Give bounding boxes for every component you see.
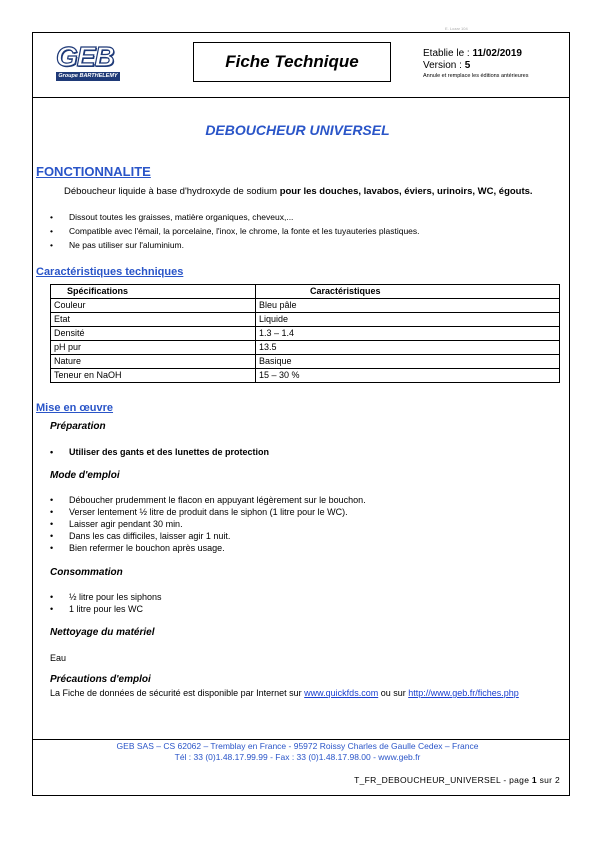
list-item: • Bien refermer le bouchon après usage. [50,542,560,554]
document-meta [423,48,528,80]
function-list [50,210,560,252]
section-heading-mise-en-oeuvre: Mise en œuvre [36,402,114,414]
table-cell: pH pur [51,341,256,355]
quickfds-link[interactable]: www.quickfds.com [304,688,379,698]
table-cell: 15 – 30 % [256,369,560,383]
list-item: • Compatible avec l'émail, la porcelaine, l'inox, le chrome, la fonte et les tuyauteries plastiques. [50,224,560,238]
list-item: • Verser lentement ½ litre de produit dans le siphon (1 litre pour le WC). [50,506,560,518]
table-cell: 13.5 [256,341,560,355]
subheading-precautions: Précautions d'emploi [50,674,151,685]
table-cell: Densité [51,327,256,341]
header-divider [33,97,569,98]
table-row [51,355,560,369]
preparation-list [50,446,560,458]
footer-contact: Tél : 33 (0)1.48.17.99.99 - Fax : 33 (0)1.48.17.98.00 - www.geb.fr [174,752,421,762]
document-tag: E. Lozar 104 [445,26,468,31]
subheading-mode-emploi: Mode d'emploi [50,470,120,481]
table-header-row [51,285,560,299]
list-item: • Déboucher prudemment le flacon en appuyant légèrement sur le bouchon. [50,494,560,506]
table-cell: Bleu pâle [256,299,560,313]
replaces-note: Annule et remplace les éditions antérieures [423,73,529,79]
section-heading-caracteristiques: Caractéristiques techniques [36,266,184,278]
version-value: 5 [464,60,471,71]
geb-fiches-link[interactable]: http://www.geb.fr/fiches.php [408,688,519,698]
document-type-title: Fiche Technique [193,42,391,82]
precautions-text-start: La Fiche de données de sécurité est disponible par Internet sur [50,688,305,698]
list-item: • ½ litre pour les siphons [50,591,560,603]
table-cell: Nature [51,355,256,369]
table-row [51,341,560,355]
column-header: Spécifications [51,285,256,299]
nettoyage-text: Eau [50,653,67,663]
column-header: Caractéristiques [256,285,560,299]
precautions-text-middle: ou sur [378,688,409,698]
table-row [51,327,560,341]
list-item: • Dissout toutes les graisses, matière organiques, cheveux,... [50,210,560,224]
table-cell: 1.3 – 1.4 [256,327,560,341]
spec-table [50,284,560,383]
footer-address: GEB SAS – CS 62062 – Tremblay en France - 95972 Roissy Charles de Gaulle Cedex – France [116,741,479,751]
table-row [51,299,560,313]
established-label: Etablie le : [423,48,473,59]
table-cell: Etat [51,313,256,327]
section-heading-fonctionnalite: FONCTIONNALITE [36,164,151,179]
footer-divider [33,739,569,740]
list-item: • Utiliser des gants et des lunettes de protection [50,446,560,458]
document-code: T_FR_DEBOUCHEUR_UNIVERSEL - page [354,775,532,785]
list-item: • Ne pas utiliser sur l'aluminium. [50,238,560,252]
company-footer [0,741,595,763]
subheading-nettoyage: Nettoyage du matériel [50,627,155,638]
list-item: • Dans les cas difficiles, laisser agir 1 nuit. [50,530,560,542]
established-date: 11/02/2019 [472,48,522,59]
table-cell: Couleur [51,299,256,313]
page-reference [354,775,560,785]
intro-text: Déboucheur liquide à base d'hydroxyde de sodium [64,186,280,197]
table-cell: Teneur en NaOH [51,369,256,383]
intro-bold-text: pour les douches, lavabos, éviers, urinoirs, WC, égouts. [279,186,533,197]
page-total: sur 2 [536,775,560,785]
product-intro [50,185,560,198]
product-title: DEBOUCHEUR UNIVERSEL [205,122,390,138]
logo-brand: GEB [56,41,114,72]
table-cell: Basique [256,355,560,369]
page-number: 1 [531,775,537,785]
table-row [51,369,560,383]
mode-emploi-list [50,494,560,554]
table-row [51,313,560,327]
consommation-list [50,591,560,615]
version-line [423,60,528,72]
list-item: • Laisser agir pendant 30 min. [50,518,560,530]
geb-logo [56,42,120,82]
table-cell: Liquide [256,313,560,327]
version-label: Version : [423,60,465,71]
logo-group-label: Groupe BARTHELEMY [56,72,120,81]
subheading-preparation: Préparation [50,421,106,432]
subheading-consommation: Consommation [50,567,123,578]
established-line [423,48,528,60]
list-item: • 1 litre pour les WC [50,603,560,615]
precautions-text [50,688,519,698]
